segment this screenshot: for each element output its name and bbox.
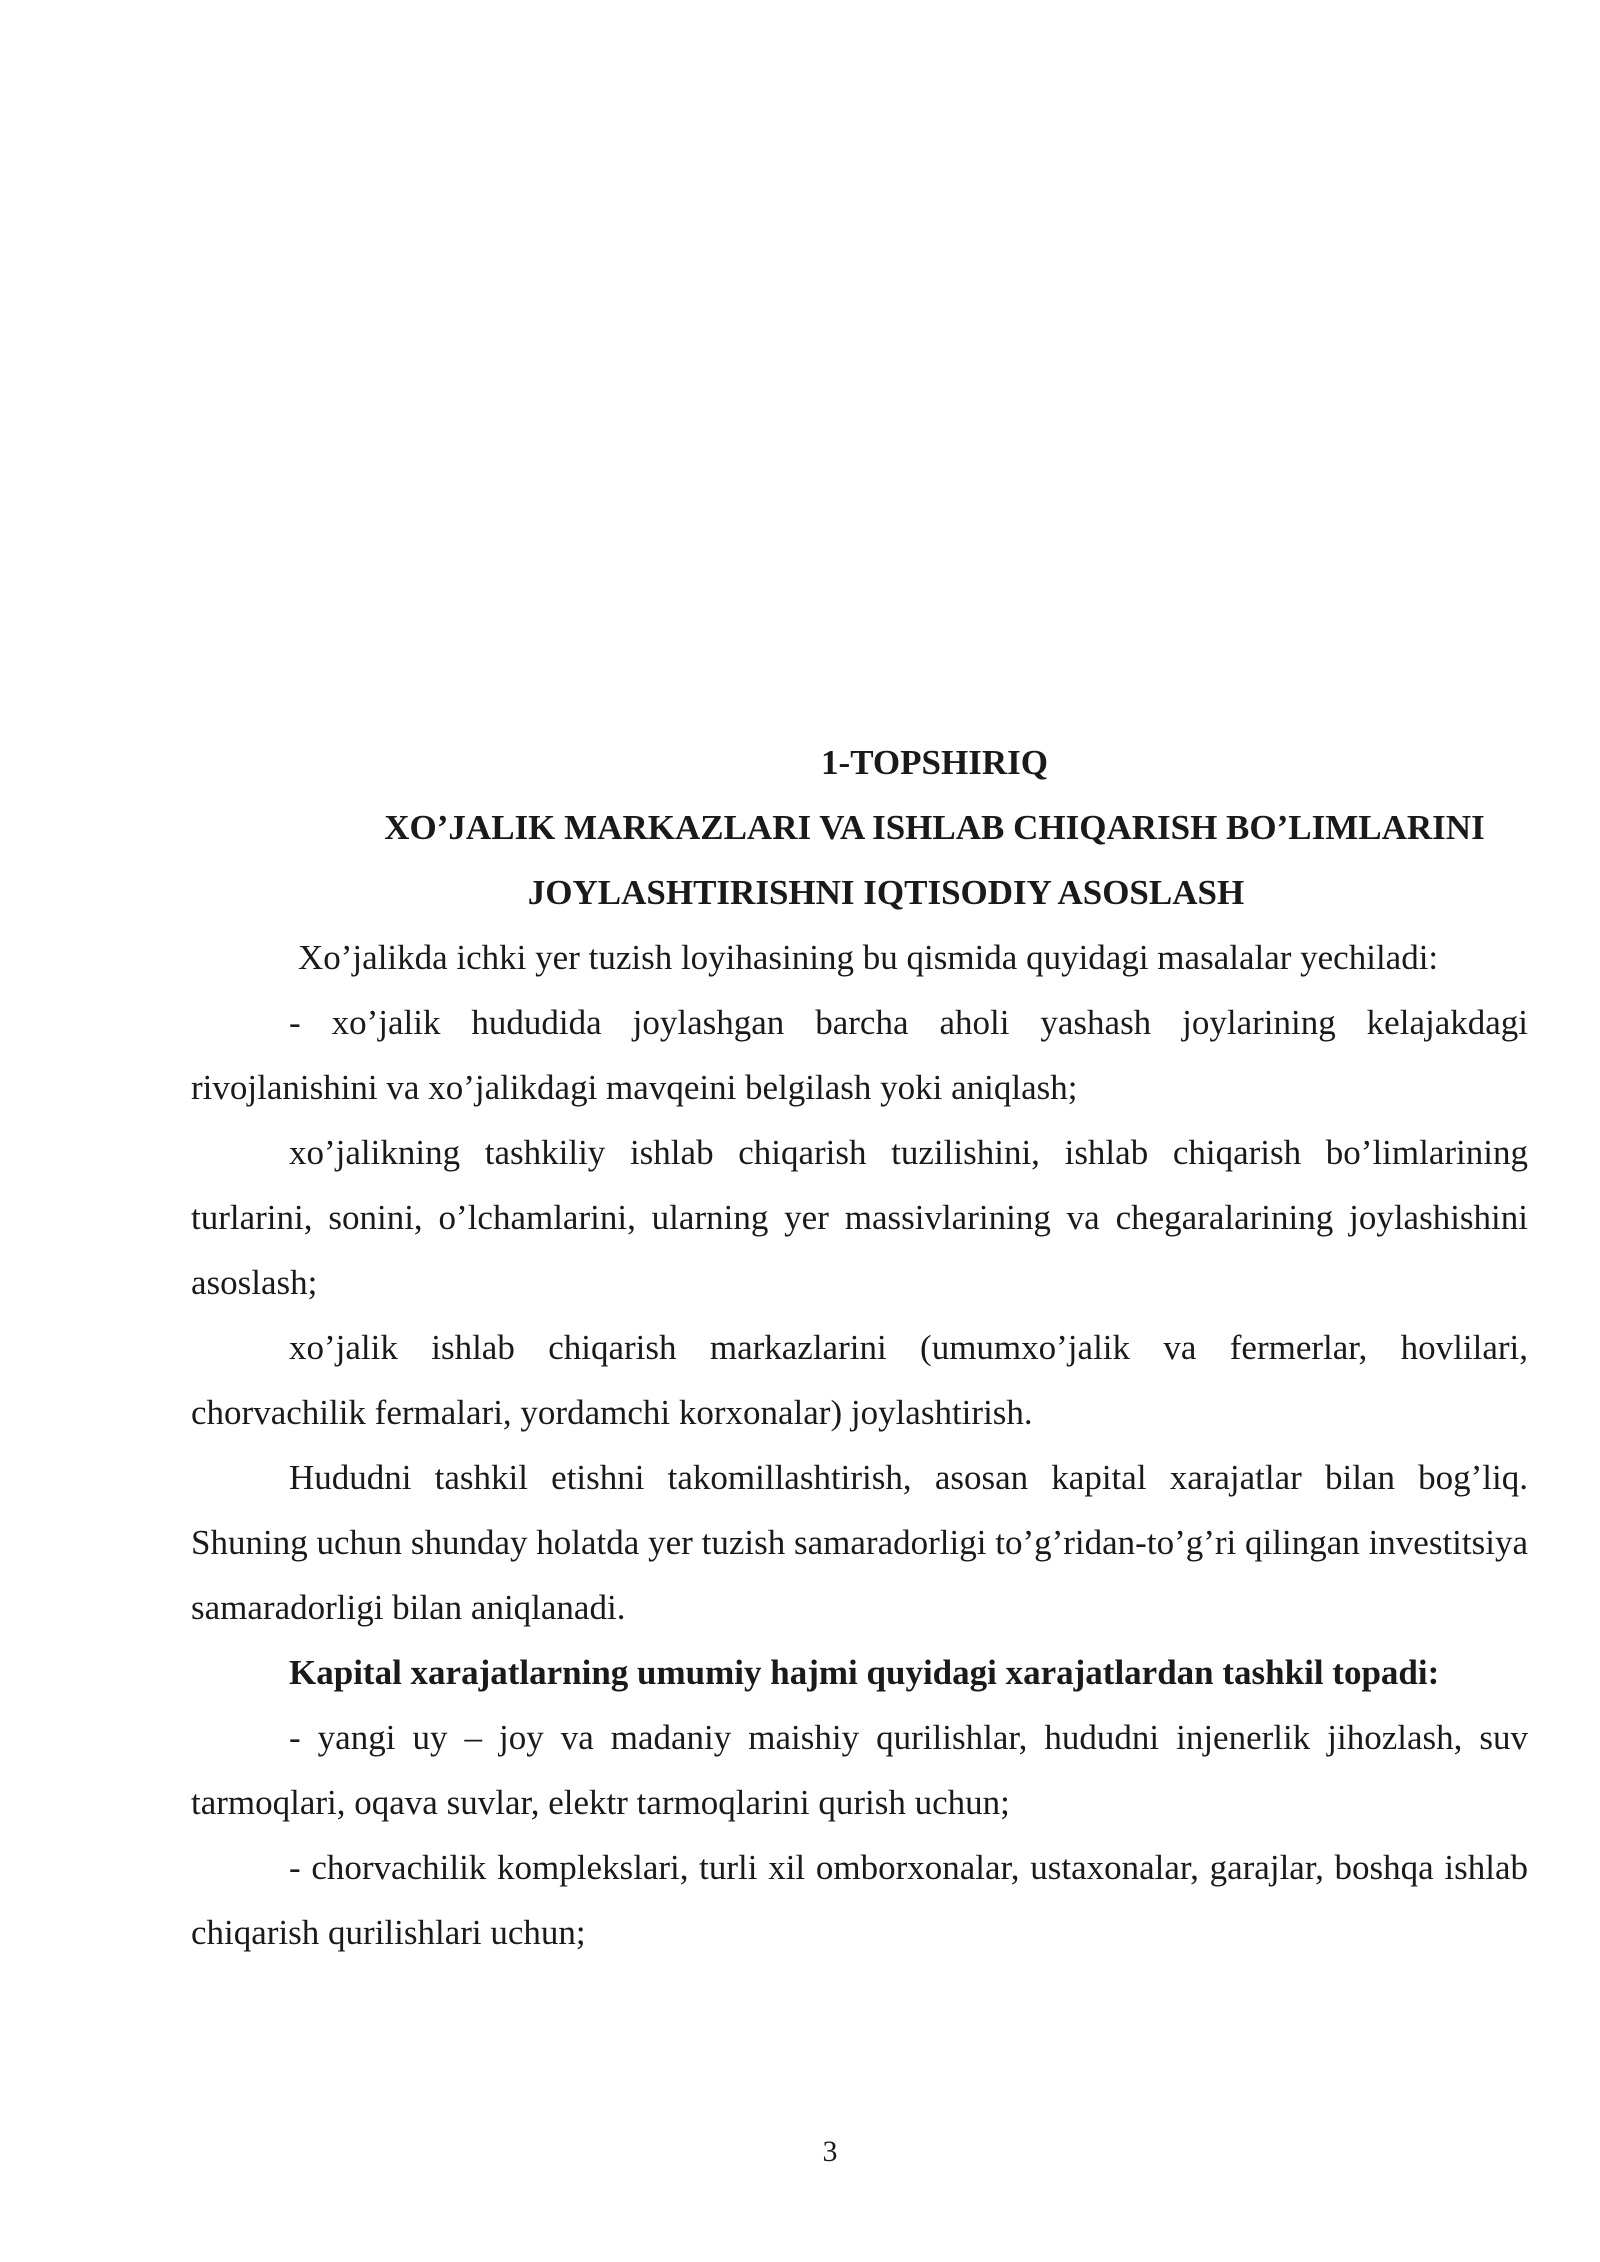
body-paragraph: - chorvachilik komplekslari, turli xil omborxonalar, ustaxonalar, garajlar, boshqa ishlab chiqarish qurilishlari uchun; (191, 1848, 1528, 1952)
intro-paragraph: Xo’jalikda ichki yer tuzish loyihasining bu qismida quyidagi masalalar yechiladi: (298, 938, 1439, 977)
body-paragraph: xo’jalikning tashkiliy ishlab chiqarish tuzilishini, ishlab chiqarish bo’limlarining turlarini, sonini, o’lchamlarini, ularning yer massivlarining va chegaralarining joylashishini asoslash; (191, 1133, 1528, 1302)
title-line-1: XO’JALIK MARKAZLARI VA ISHLAB CHIQARISH BO’LIMLARINI (384, 808, 1485, 847)
page-number: 3 (822, 2135, 838, 2168)
body-paragraph: Hududni tashkil etishni takomillashtirish, asosan kapital xarajatlar bilan bog’liq. Shuning uchun shunday holatda yer tuzish samaradorligi to’g’ridan-to’g’ri qilingan investitsiya samaradorligi bilan aniqlanadi. (191, 1458, 1528, 1627)
body-paragraph: xo’jalik ishlab chiqarish markazlarini (umumxo’jalik va fermerlar, hovlilari, chorvachilik fermalari, yordamchi korxonalar) joylashtirish. (191, 1328, 1528, 1432)
page-content (191, 730, 1528, 1965)
bold-subheading: Kapital xarajatlarning umumiy hajmi quyidagi xarajatlardan tashkil topadi: (289, 1653, 1440, 1692)
body-paragraph: - yangi uy – joy va madaniy maishiy qurilishlar, hududni injenerlik jihozlash, suv tarmoqlari, oqava suvlar, elektr tarmoqlarini qurish uchun; (191, 1718, 1528, 1822)
title-line-2: JOYLASHTIRISHNI IQTISODIY ASOSLASH (527, 873, 1245, 912)
task-label: 1-TOPSHIRIQ (821, 743, 1048, 782)
body-paragraph: - xo’jalik hududida joylashgan barcha aholi yashash joylarining kelajakdagi rivojlanishini va xo’jalikdagi mavqeini belgilash yoki aniqlash; (191, 1003, 1528, 1107)
